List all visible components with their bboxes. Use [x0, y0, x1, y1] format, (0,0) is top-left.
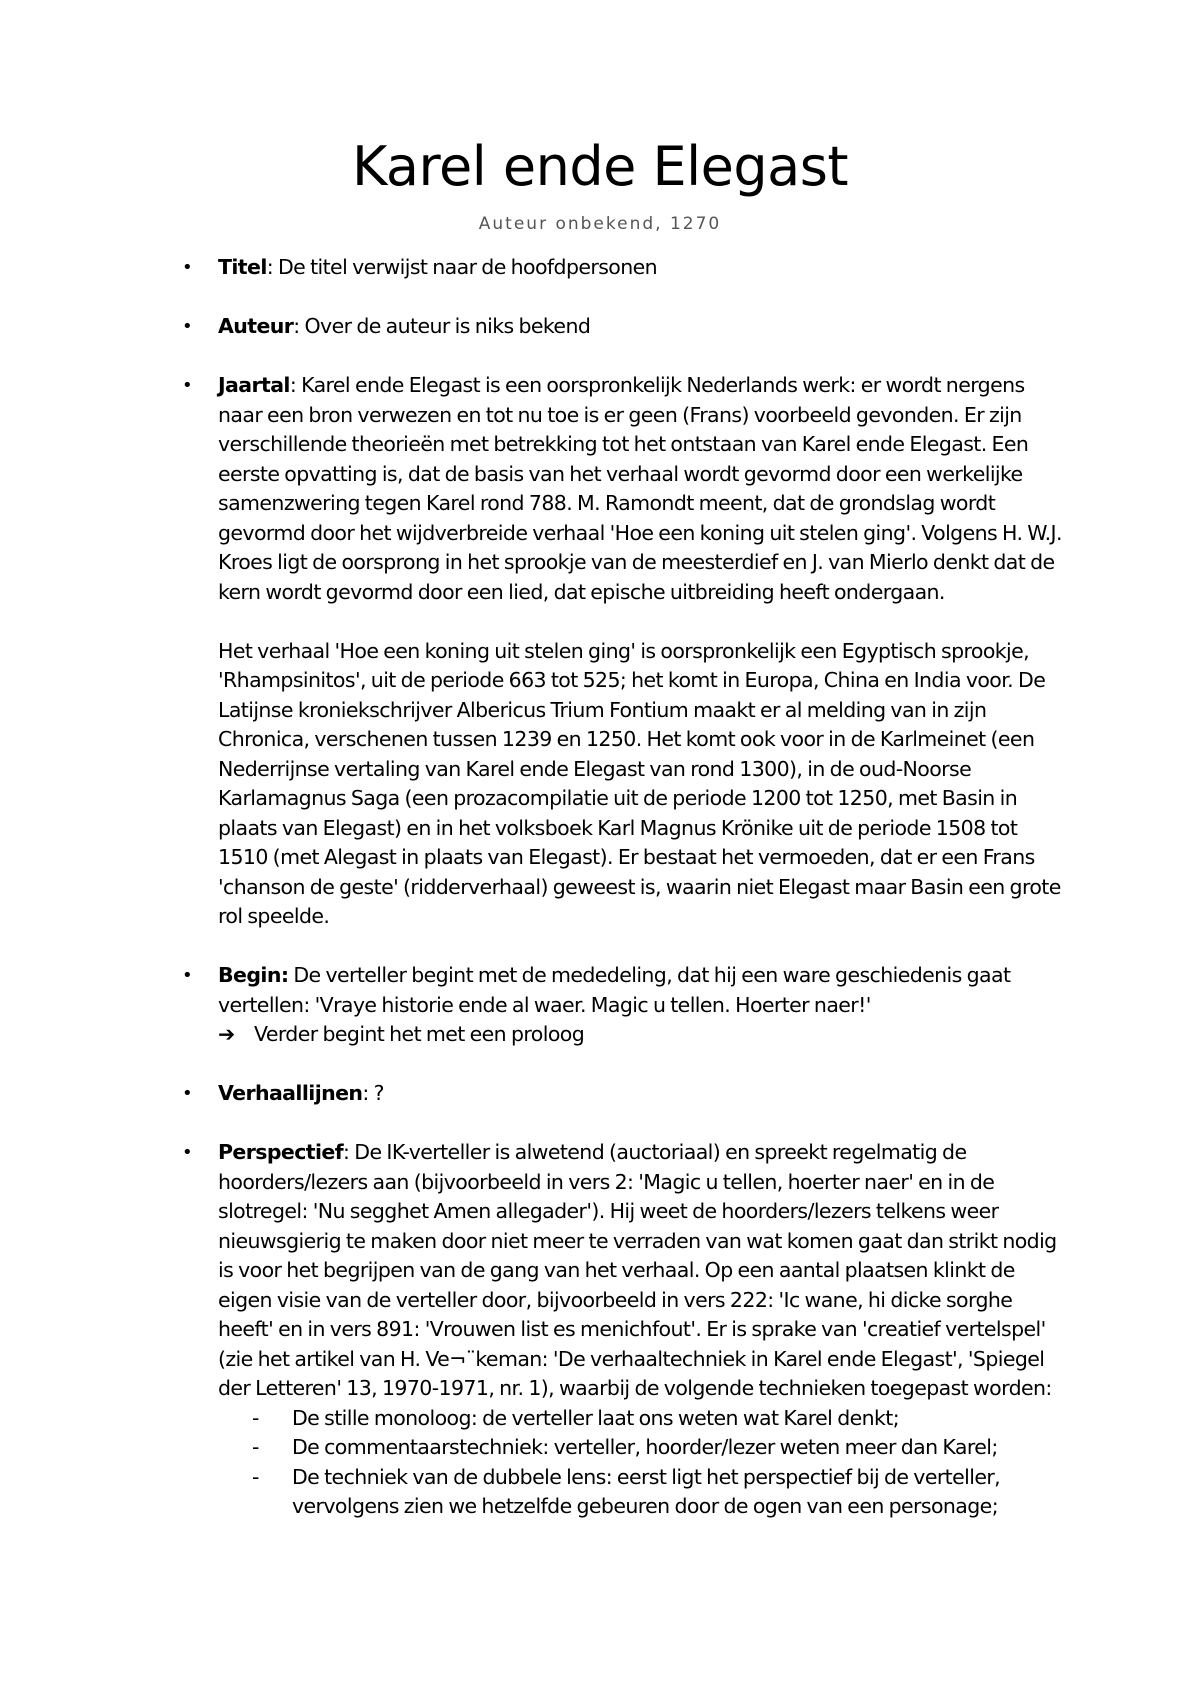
list-item-begin: [182, 961, 1068, 1050]
item-label: Titel: [218, 255, 267, 279]
bullet-icon: •: [182, 1142, 193, 1163]
item-text: : ?: [362, 1081, 384, 1105]
bullet-icon: •: [182, 965, 193, 986]
technique-item: [218, 1404, 1068, 1434]
item-text: : De IK-verteller is alwetend (auctoriaal) en spreekt regelmatig de hoorders/lezers aan (bijvoorbeeld in vers 2: 'Magic u tellen, hoerter naer' en in de slotregel: 'Nu segghet Amen allegader'). Hij weet de hoorders/lezers telkens weer nieuwsgierig te maken door niet meer te verraden van wat komen gaat dan strikt nodig is voor het begrijpen van de gang van het verhaal. Op een aantal plaatsen klinkt de eigen visie van de verteller door, bijvoorbeeld in vers 222: 'Ic wane, hi dicke sorghe heeft' en in vers 891: 'Vrouwen list es menichfout'. Er is sprake van 'creatief vertelspel' (zie het artikel van H. Ve¬¨keman: 'De verhaaltechniek in Karel ende Elegast', 'Spiegel der Letteren' 13, 1970-1971, nr. 1), waarbij de volgende technieken toegepast worden:: [218, 1140, 1057, 1400]
arrow-right-icon: ➔: [218, 1022, 235, 1046]
bullet-icon: •: [182, 1083, 193, 1104]
item-text: : Over de auteur is niks bekend: [293, 314, 591, 338]
item-text: De verteller begint met de mededeling, dat hij een ware geschiedenis gaat vertellen: 'Vraye historie ende al waer. Magic u tellen. Hoerter naer!': [218, 963, 1011, 1017]
arrow-text: Verder begint het met een proloog: [254, 1022, 585, 1046]
document-title: Karel ende Elegast: [351, 135, 849, 198]
list-item-auteur: [182, 312, 1068, 342]
list-item-titel: [182, 253, 1068, 283]
jaartal-paragraph-1: [218, 371, 1068, 607]
bullet-icon: •: [182, 375, 193, 396]
item-text: : Karel ende Elegast is een oorspronkelijk Nederlands werk: er wordt nergens naar een bron verwezen en tot nu toe is er geen (Frans) voorbeeld gevonden. Er zijn verschillende theorieën met betrekking tot het ontstaan van Karel ende Elegast. Een eerste opvatting is, dat de basis van het verhaal wordt gevormd door een werkelijke samenzwering tegen Karel rond 788. M. Ramondt meent, dat de grondslag wordt gevormd door het wijdverbreide verhaal 'Hoe een koning uit stelen ging'. Volgens H. W.J. Kroes ligt de oorsprong in het sprookje van de meesterdief en J. van Mierlo denkt dat de kern wordt gevormd door een lied, dat epische uitbreiding heeft ondergaan.: [218, 373, 1062, 604]
item-label: Perspectief: [218, 1140, 344, 1164]
jaartal-paragraph-2: Het verhaal 'Hoe een koning uit stelen ging' is oorspronkelijk een Egyptisch sprookje, 'Rhampsinitos', uit de periode 663 tot 525; het komt in Europa, China en India voor. De Latijnse kroniekschrijver Albericus Trium Fontium maakt er al melding van in zijn Chronica, verschenen tussen 1239 en 1250. Het komt ook voor in de Karlmeinet (een Nederrijnse vertaling van Karel ende Elegast van rond 1300), in de oud-Noorse Karlamagnus Saga (een prozacompilatie uit de periode 1200 tot 1250, met Basin in plaats van Elegast) en in het volksboek Karl Magnus Krönike uit de periode 1508 tot 1510 (met Alegast in plaats van Elegast). Er bestaat het vermoeden, dat er een Frans 'chanson de geste' (ridderverhaal) geweest is, waarin niet Elegast maar Basin een grote rol speelde.: [218, 638, 1061, 928]
bullet-icon: •: [182, 257, 193, 278]
item-label: Verhaallijnen: [218, 1081, 363, 1105]
technique-item: [218, 1433, 1068, 1463]
techniques-list: [218, 1404, 1068, 1522]
item-label: Begin:: [218, 963, 289, 987]
list-item-jaartal: [182, 371, 1068, 932]
bullet-icon: •: [182, 316, 193, 337]
document-subtitle: Auteur onbekend, 1270: [478, 214, 722, 234]
technique-text: De stille monoloog: de verteller laat ons weten wat Karel denkt;: [292, 1405, 900, 1430]
arrow-line: [218, 1020, 1068, 1050]
document-body: [182, 253, 1068, 1551]
list-item-verhaallijnen: [182, 1079, 1068, 1109]
technique-item: [218, 1463, 1068, 1522]
dash-icon: -: [252, 1435, 259, 1459]
technique-text: De commentaarstechniek: verteller, hoorder/lezer weten meer dan Karel;: [292, 1435, 998, 1459]
item-label: Auteur: [218, 314, 294, 338]
technique-text: De techniek van de dubbele lens: eerst ligt het perspectief bij de verteller, vervolgens zien we hetzelfde gebeuren door de ogen van een personage;: [292, 1464, 1001, 1518]
item-label: Jaartal: [218, 373, 290, 397]
item-text: : De titel verwijst naar de hoofdpersonen: [266, 255, 658, 279]
dash-icon: -: [252, 1464, 259, 1489]
dash-icon: -: [252, 1405, 259, 1430]
list-item-perspectief: [182, 1138, 1068, 1522]
